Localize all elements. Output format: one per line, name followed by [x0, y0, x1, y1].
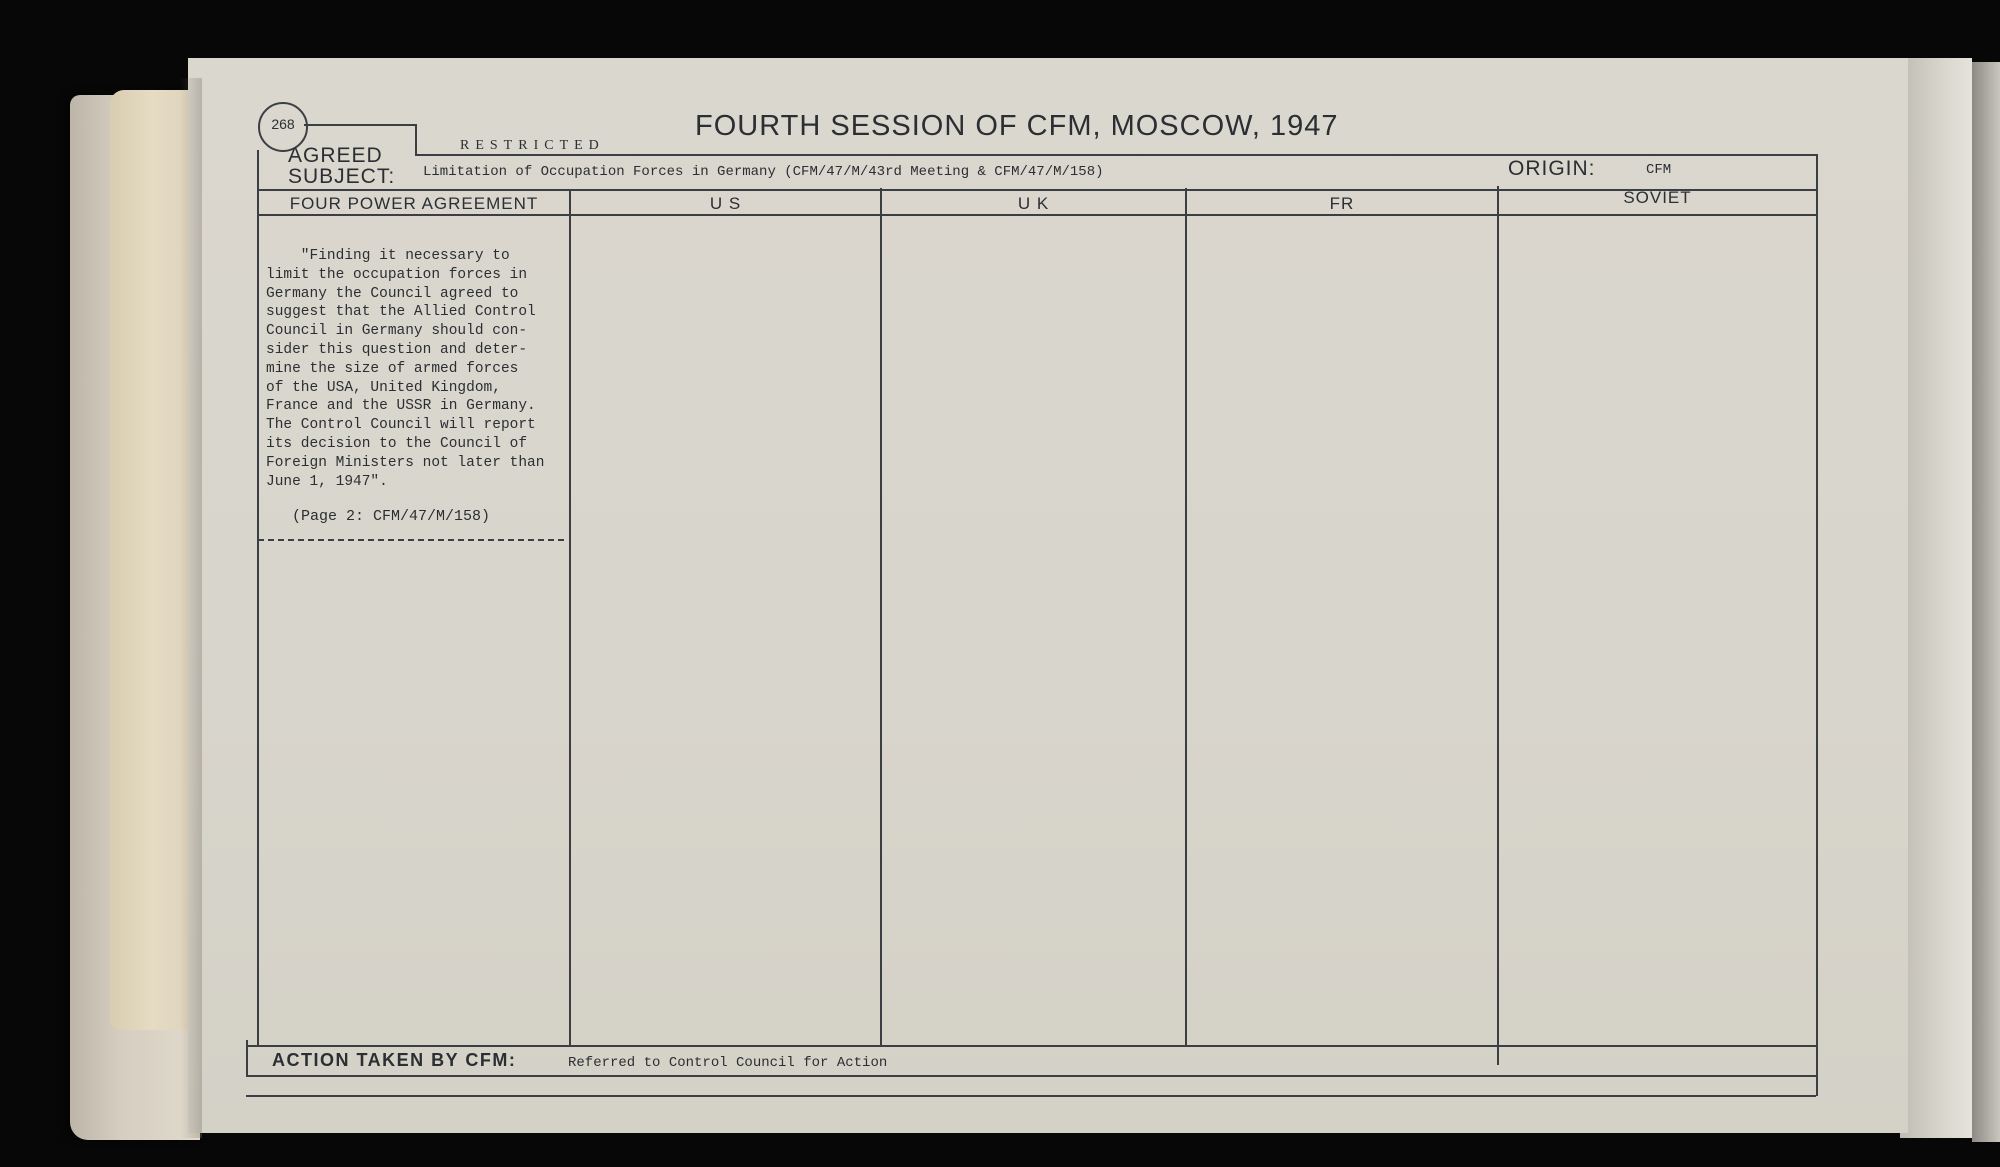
subject-text: Limitation of Occupation Forces in Germany (CFM/47/M/43rd Meeting & CFM/47/M/158)	[423, 164, 1104, 180]
page-bottom-line	[246, 1095, 1816, 1097]
column-divider-3	[1185, 188, 1187, 1047]
column-header-soviet: SOVIET	[1623, 188, 1692, 207]
form-title: FOURTH SESSION OF CFM, MOSCOW, 1947	[695, 110, 1339, 142]
header-row-bottom-line	[257, 214, 1818, 216]
classification-stamp: RESTRICTED	[460, 138, 605, 153]
column-header-fr: FR	[1329, 194, 1355, 213]
action-label: ACTION TAKEN BY CFM:	[272, 1050, 517, 1070]
origin-value: CFM	[1646, 162, 1672, 178]
page-number: 268	[258, 102, 308, 152]
action-row-top-line	[246, 1045, 1816, 1047]
origin-label: ORIGIN:	[1508, 157, 1596, 180]
agreement-reference: (Page 2: CFM/47/M/158)	[292, 508, 491, 525]
agreement-end-dashed-line	[258, 539, 564, 541]
binding-shadow	[180, 78, 202, 1138]
agreement-text: "Finding it necessary to limit the occupation forces in Germany the Council agreed to suggest that the Allied Control Council in Germany should con- sider this question and deter- mine the size of armed forces of the USA, United Kingdom, France and the USSR in Germany. The Control Council will report its decision to the Council of Foreign Ministers not later than June 1, 1947".	[266, 248, 545, 490]
table-right-line	[1816, 154, 1818, 1096]
form-page	[188, 58, 1908, 1133]
column-header-four-power: FOUR POWER AGREEMENT	[289, 194, 539, 213]
agreed-label: AGREED	[288, 144, 383, 167]
column-header-us: U S	[709, 194, 742, 213]
table-left-line	[257, 150, 259, 1045]
agreed-tab-top-line	[304, 124, 416, 126]
column-divider-2	[880, 188, 882, 1047]
table-bottom-line	[246, 1075, 1816, 1077]
page-stack-edge-outer	[1972, 62, 2000, 1142]
column-divider-4	[1497, 186, 1499, 1065]
page-stack-edge	[1900, 58, 1972, 1138]
agreed-tab-right-line	[415, 124, 417, 156]
subject-label: SUBJECT:	[288, 165, 396, 188]
column-divider-1	[569, 190, 571, 1047]
column-header-uk: U K	[1017, 194, 1050, 213]
subject-row-top-line	[416, 154, 1818, 156]
action-text: Referred to Control Council for Action	[568, 1055, 888, 1071]
